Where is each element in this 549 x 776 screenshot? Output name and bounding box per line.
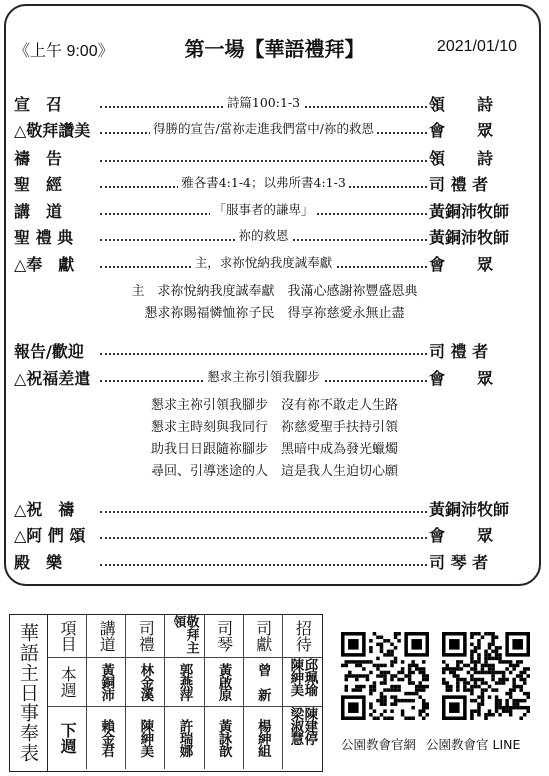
dot-leader	[100, 564, 427, 566]
duty-name: 黃銅沛	[98, 663, 115, 701]
duty-name: 下週	[58, 722, 78, 754]
order-item-name: 報告/歡迎	[14, 341, 84, 361]
dot-leader	[100, 160, 427, 162]
order-item	[14, 198, 519, 222]
order-item-name: △阿 們 頌	[14, 525, 86, 545]
order-item-leader: 黃銅沛牧師	[429, 227, 510, 247]
duty-grid	[48, 615, 322, 771]
duty-name: 本週	[58, 666, 78, 698]
order-item-leader: 會 眾	[429, 120, 494, 140]
lyric-line: 助我日日跟隨祢腳步 黑暗中成為發光蠟燭	[150, 442, 398, 457]
duty-header-cell	[283, 615, 322, 658]
order-item	[14, 117, 519, 141]
duty-header-cell	[165, 615, 204, 658]
duty-name: 黃啟原	[215, 663, 232, 701]
order-item-name: △敬拜讚美	[14, 120, 91, 140]
duty-header-cell	[87, 615, 126, 658]
order-item-detail	[100, 253, 427, 271]
order-item-leader: 司 禮 者	[429, 341, 489, 361]
this-week-cell	[283, 658, 322, 707]
service-time: 《上午 9:00》	[14, 43, 114, 60]
duty-name: 郭燕萍	[176, 663, 193, 701]
duty-name: 邱珮瑜 陳紳美	[287, 658, 318, 696]
duty-name: 陳建停 梁淑慧	[287, 707, 318, 745]
qr-captions	[341, 735, 546, 753]
order-item-leader: 領 詩	[429, 94, 494, 114]
order-item-leader: 領 詩	[429, 148, 494, 168]
order-item-detail-text: 詩篇100:1-3	[224, 95, 303, 110]
order-item-detail	[100, 119, 427, 137]
duty-table-title: 華語主日事奉表	[10, 615, 48, 771]
order-item-detail-text: 主，求祢悅納我度誠奉獻	[192, 255, 336, 270]
order-item-detail-text: 懇求主祢引領我腳步	[204, 369, 323, 384]
duty-name: 賴金君	[98, 719, 115, 757]
order-item-leader: 司 琴 者	[429, 552, 489, 572]
offering-lyrics	[0, 281, 549, 325]
duty-name: 許瑞娜	[176, 719, 193, 757]
order-item-detail-text: 雅各書4:1-4；以弗所書4:1-3	[178, 175, 349, 190]
order-item-detail	[100, 200, 427, 218]
next-week-cell	[244, 707, 283, 769]
order-item	[14, 365, 519, 389]
order-item	[14, 549, 519, 573]
this-week-cell	[244, 658, 283, 707]
order-item-detail	[100, 367, 427, 385]
this-week-cell	[48, 658, 87, 707]
website-qr-code[interactable]	[341, 632, 429, 720]
this-week-cell	[87, 658, 126, 707]
order-item-detail	[100, 93, 427, 111]
order-item-detail-text: 「服事者的謙卑」	[210, 202, 316, 217]
sending-lyrics	[0, 395, 549, 483]
next-week-cell	[48, 707, 87, 769]
line-qr-code[interactable]	[442, 632, 530, 720]
duty-header-cell	[244, 615, 283, 658]
dot-leader	[100, 353, 427, 355]
order-item-detail	[100, 226, 427, 244]
order-item-leader: 會 眾	[429, 368, 494, 388]
duty-header-label: 司琴	[214, 620, 234, 652]
lyric-line: 懇求祢賜福憐恤祢子民 得享祢慈愛永無止盡	[144, 306, 405, 321]
order-item-detail-text: 得勝的宣告/當祢走進我們當中/祢的救恩	[150, 121, 377, 136]
order-item-leader: 會 眾	[429, 525, 494, 545]
lyric-line: 主 求祢悅納我度誠奉獻 我滿心感謝祢豐盛恩典	[131, 284, 418, 299]
order-item-leader: 司 禮 者	[429, 174, 489, 194]
next-week-cell	[283, 707, 322, 769]
duty-header-cell	[48, 615, 87, 658]
order-item	[14, 338, 519, 362]
duty-table	[9, 614, 323, 772]
next-week-cell	[126, 707, 165, 769]
duty-header-label: 招待	[293, 620, 313, 652]
duty-header-label: 講道	[97, 620, 117, 652]
order-item-name: 聖 經	[14, 174, 63, 194]
order-item	[14, 91, 519, 115]
website-qr-caption: 公園教會官網	[341, 737, 417, 752]
order-item	[14, 522, 519, 546]
this-week-cell	[126, 658, 165, 707]
duty-header-label: 敬拜主領	[170, 615, 199, 654]
order-item-name: △祝 禱	[14, 499, 75, 519]
duty-name: 楊紳組	[254, 719, 271, 757]
next-week-cell	[205, 707, 244, 769]
service-title: 第一場【華語禮拜】	[184, 37, 365, 61]
lyric-line: 懇求主時刻與我同行 祢慈愛聖手扶持引領	[150, 420, 398, 435]
this-week-cell	[165, 658, 204, 707]
duty-header-label: 項目	[58, 620, 78, 652]
dot-leader	[100, 511, 427, 513]
order-item-name: 聖 禮 典	[14, 227, 74, 247]
duty-name: 曾 新	[254, 663, 271, 701]
duty-header-cell	[205, 615, 244, 658]
order-item	[14, 171, 519, 195]
order-item-leader: 會 眾	[429, 254, 494, 274]
duty-header-label: 司獻	[253, 620, 273, 652]
lyric-line: 懇求主祢引領我腳步 沒有祢不敢走人生路	[150, 398, 398, 413]
duty-name: 林金溪	[137, 663, 154, 701]
lyric-line: 尋回、引導迷途的人 這是我人生迫切心願	[150, 464, 398, 479]
duty-header-cell	[126, 615, 165, 658]
order-item-leader: 黃銅沛牧師	[429, 499, 510, 519]
order-item-name: △奉 獻	[14, 254, 75, 274]
dot-leader	[100, 537, 427, 539]
order-item-detail	[100, 173, 427, 191]
order-item-name: △祝福差遣	[14, 368, 91, 388]
order-item	[14, 251, 519, 275]
order-item	[14, 145, 519, 169]
order-item	[14, 496, 519, 520]
order-item	[14, 224, 519, 248]
duty-name: 陳紳美	[137, 719, 154, 757]
this-week-cell	[205, 658, 244, 707]
service-date: 2021/01/10	[436, 38, 517, 55]
line-qr-caption: 公園教會官 LINE	[426, 737, 521, 752]
next-week-cell	[87, 707, 126, 769]
duty-name: 黃詠歆	[215, 719, 232, 757]
order-item-name: 宣 召	[14, 94, 63, 114]
order-item-leader: 黃銅沛牧師	[429, 201, 510, 221]
order-item-name: 講 道	[14, 201, 63, 221]
order-item-name: 禱 告	[14, 148, 63, 168]
order-item-detail-text: 祢的救恩	[235, 228, 291, 243]
order-item-name: 殿 樂	[14, 552, 63, 572]
next-week-cell	[165, 707, 204, 769]
duty-header-label: 司禮	[136, 620, 156, 652]
